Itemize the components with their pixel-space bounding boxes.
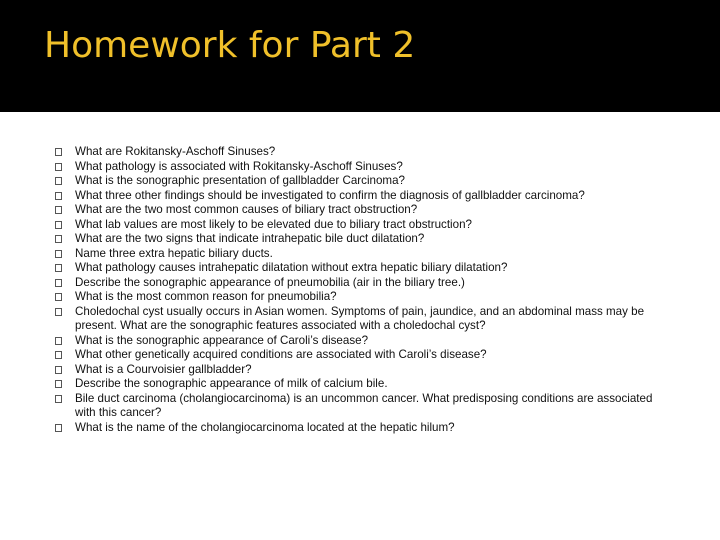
- square-bullet-icon: [55, 380, 62, 388]
- question-text: Name three extra hepatic biliary ducts.: [75, 246, 273, 260]
- question-item: [55, 261, 655, 276]
- square-bullet-icon: [55, 279, 62, 287]
- question-item: [55, 218, 655, 233]
- square-bullet-icon: [55, 221, 62, 229]
- slide-title: Homework for Part 2: [44, 25, 416, 66]
- question-item: [55, 334, 655, 349]
- question-text: Describe the sonographic appearance of pneumobilia (air in the biliary tree.): [75, 275, 465, 289]
- question-text: What are Rokitansky-Aschoff Sinuses?: [75, 145, 276, 158]
- question-text: What other genetically acquired conditions are associated with Caroli’s disease?: [75, 348, 487, 361]
- question-item: [55, 203, 655, 218]
- question-text: What is the sonographic presentation of gallbladder Carcinoma?: [75, 174, 405, 187]
- question-item: [55, 174, 655, 189]
- square-bullet-icon: [55, 395, 62, 403]
- question-text: What are the two most common causes of biliary tract obstruction?: [75, 203, 418, 216]
- question-item: [55, 421, 655, 436]
- question-text: Choledochal cyst usually occurs in Asian women. Symptoms of pain, jaundice, and an abdominal mass may be present. What are the sonographic features associated with a choledochal cyst?: [75, 304, 645, 332]
- square-bullet-icon: [55, 148, 62, 156]
- square-bullet-icon: [55, 163, 62, 171]
- question-text: What is a Courvoisier gallbladder?: [75, 362, 252, 376]
- question-text: What lab values are most likely to be elevated due to biliary tract obstruction?: [75, 217, 472, 231]
- question-text: What pathology causes intrahepatic dilatation without extra hepatic biliary dilatation?: [75, 261, 508, 274]
- question-text: Describe the sonographic appearance of milk of calcium bile.: [75, 377, 388, 390]
- question-text: What is the name of the cholangiocarcinoma located at the hepatic hilum?: [75, 420, 455, 434]
- question-item: [55, 363, 655, 378]
- question-item: [55, 377, 655, 392]
- question-item: [55, 160, 655, 175]
- question-text: What is the sonographic appearance of Caroli’s disease?: [75, 333, 369, 347]
- square-bullet-icon: [55, 177, 62, 185]
- question-text: What are the two signs that indicate intrahepatic bile duct dilatation?: [75, 232, 425, 245]
- question-item: [55, 276, 655, 291]
- question-item: [55, 290, 655, 305]
- question-text: What three other findings should be investigated to confirm the diagnosis of gallbladder carcinoma?: [75, 188, 585, 202]
- homework-question-list: [55, 145, 655, 435]
- question-item: [55, 348, 655, 363]
- square-bullet-icon: [55, 337, 62, 345]
- square-bullet-icon: [55, 351, 62, 359]
- question-item: [55, 189, 655, 204]
- question-item: [55, 305, 655, 334]
- question-item: [55, 232, 655, 247]
- square-bullet-icon: [55, 192, 62, 200]
- square-bullet-icon: [55, 206, 62, 214]
- square-bullet-icon: [55, 250, 62, 258]
- question-text: What pathology is associated with Rokitansky-Aschoff Sinuses?: [75, 159, 403, 173]
- title-bar: [0, 0, 720, 112]
- square-bullet-icon: [55, 308, 62, 316]
- question-text: Bile duct carcinoma (cholangiocarcinoma) is an uncommon cancer. What predisposing conditions are associated with this cancer?: [75, 391, 653, 419]
- square-bullet-icon: [55, 366, 62, 374]
- square-bullet-icon: [55, 424, 62, 432]
- question-item: [55, 392, 655, 421]
- square-bullet-icon: [55, 235, 62, 243]
- square-bullet-icon: [55, 293, 62, 301]
- square-bullet-icon: [55, 264, 62, 272]
- question-item: [55, 145, 655, 160]
- question-item: [55, 247, 655, 262]
- question-text: What is the most common reason for pneumobilia?: [75, 290, 337, 303]
